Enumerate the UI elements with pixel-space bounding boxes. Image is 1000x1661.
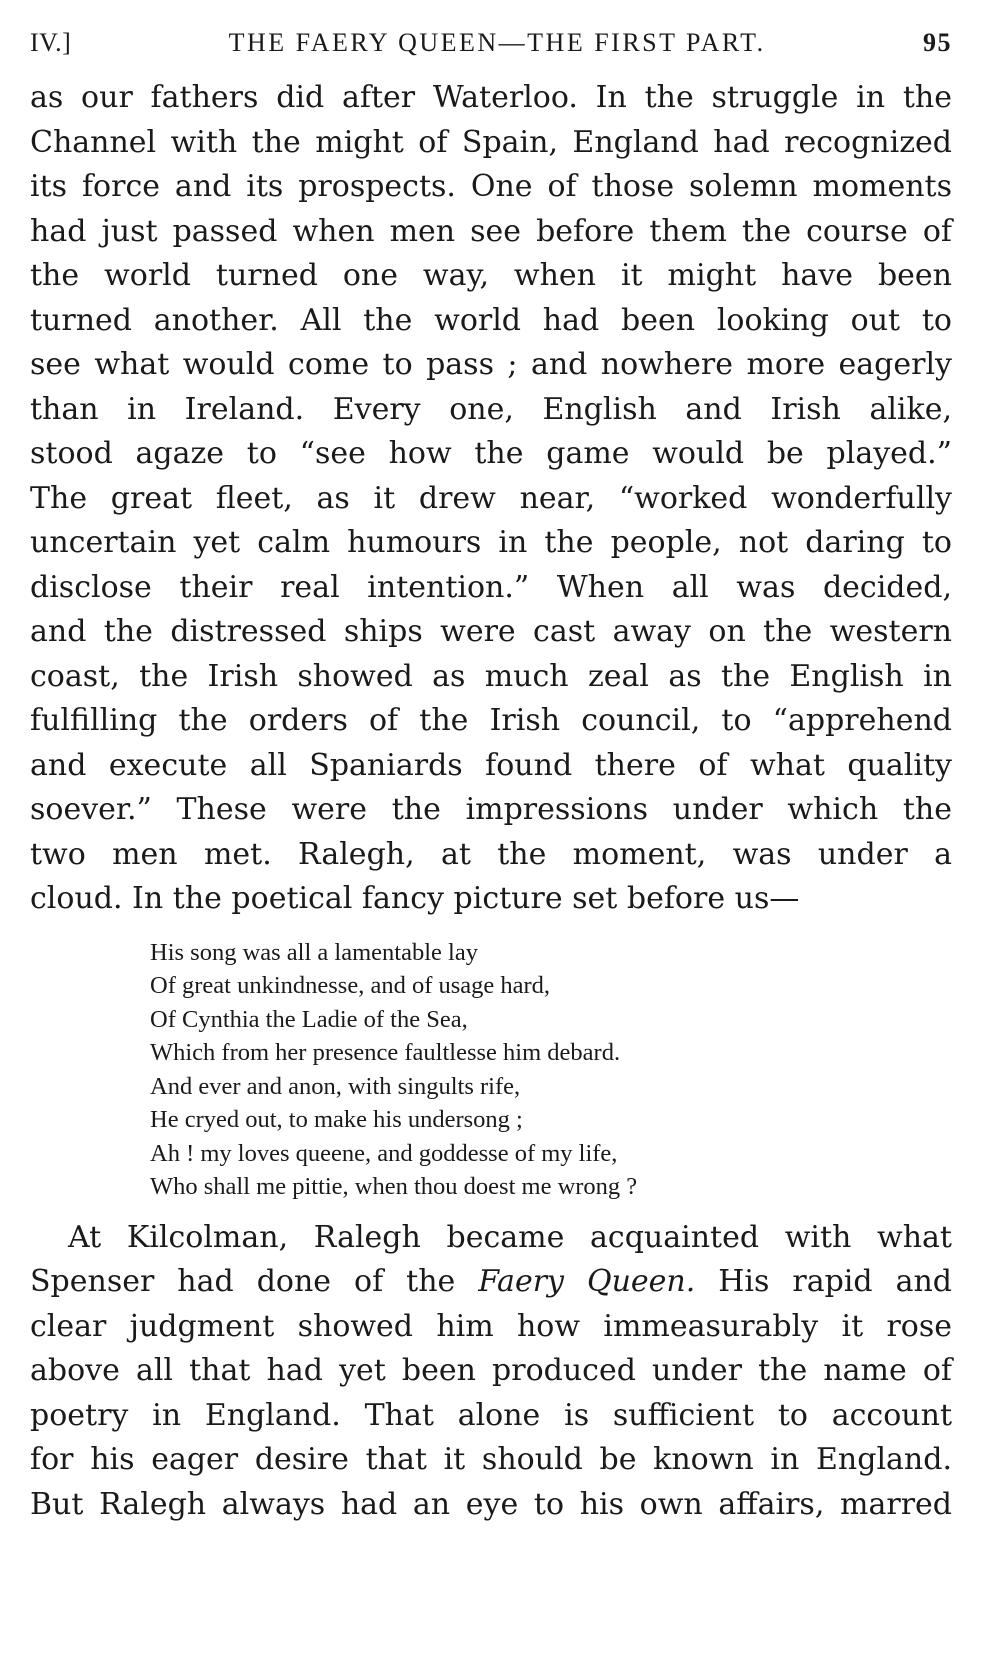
text-line: as our fathers did after Waterloo. In the struggle in the [30, 80, 952, 115]
text-line: coast, the Irish showed as much zeal as the English in [30, 658, 952, 694]
text-segment: Spenser had done of the [30, 1264, 479, 1299]
text-line: At Kilcolman, Ralegh became acquainted with what [68, 1219, 952, 1255]
paragraph-2 [30, 1216, 952, 1528]
text-line: turned another. All the world had been looking out to [30, 302, 952, 338]
text-line: the world turned one way, when it might have been [30, 258, 952, 293]
verse-line: His song was all a lamentable lay [150, 938, 478, 966]
text-line: its force and its prospects. One of those solemn moments [30, 169, 952, 204]
running-title: THE FAERY QUEEN—THE FIRST PART. [228, 28, 766, 57]
text-line: see what would come to pass ; and nowhere more eagerly [30, 347, 952, 382]
text-line: above all that had yet been produced under the name of [30, 1353, 952, 1388]
verse-line: And ever and anon, with singults rife, [150, 1072, 521, 1100]
text-line: and the distressed ships were cast away on the western [30, 614, 952, 649]
verse-line: Which from her presence faultlesse him debard. [150, 1039, 621, 1066]
text-line: two men met. Ralegh, at the moment, was under a [30, 836, 952, 872]
book-title-italic: Faery Queen. [478, 1264, 696, 1299]
paragraph-1 [30, 76, 952, 922]
text-line: uncertain yet calm humours in the people, not daring to [30, 525, 952, 560]
text-line: than in Ireland. Every one, English and Irish alike, [30, 391, 952, 427]
verse-line: Of great unkindnesse, and of usage hard, [150, 972, 551, 999]
text-line: stood agaze to “see how the game would be played.” [30, 436, 952, 471]
verse-line: Ah ! my loves queene, and goddesse of my life, [150, 1139, 618, 1167]
text-line: clear judgment showed him how immeasurably it rose [30, 1308, 952, 1344]
text-line: cloud. In the poetical fancy picture set before us— [30, 881, 800, 916]
text-line: and execute all Spaniards found there of what quality [30, 747, 952, 783]
text-line: The great fleet, as it drew near, “worked wonderfully [30, 480, 952, 516]
text-line: disclose their real intention.” When all was decided, [30, 569, 952, 605]
text-line: for his eager desire that it should be known in England. [30, 1442, 952, 1477]
book-page [30, 28, 952, 1527]
text-line: poetry in England. That alone is sufficient to account [30, 1397, 952, 1433]
running-head [30, 28, 952, 76]
chapter-marker: IV.] [30, 28, 72, 57]
verse-line: He cryed out, to make his undersong ; [150, 1106, 523, 1133]
text-line: had just passed when men see before them the course of [30, 213, 952, 249]
text-segment: His rapid and [695, 1264, 953, 1299]
text-line: But Ralegh always had an eye to his own affairs, marred [30, 1486, 952, 1522]
page-number: 95 [923, 28, 952, 57]
text-line [30, 1260, 952, 1305]
verse-quotation [150, 936, 952, 1204]
text-line: Channel with the might of Spain, England had recognized [30, 124, 952, 160]
text-line: soever.” These were the impressions under which the [30, 792, 952, 827]
verse-line: Of Cynthia the Ladie of the Sea, [150, 1005, 468, 1033]
verse-line: Who shall me pittie, when thou doest me wrong ? [150, 1173, 638, 1200]
text-line: fulfilling the orders of the Irish council, to “apprehend [30, 703, 952, 738]
